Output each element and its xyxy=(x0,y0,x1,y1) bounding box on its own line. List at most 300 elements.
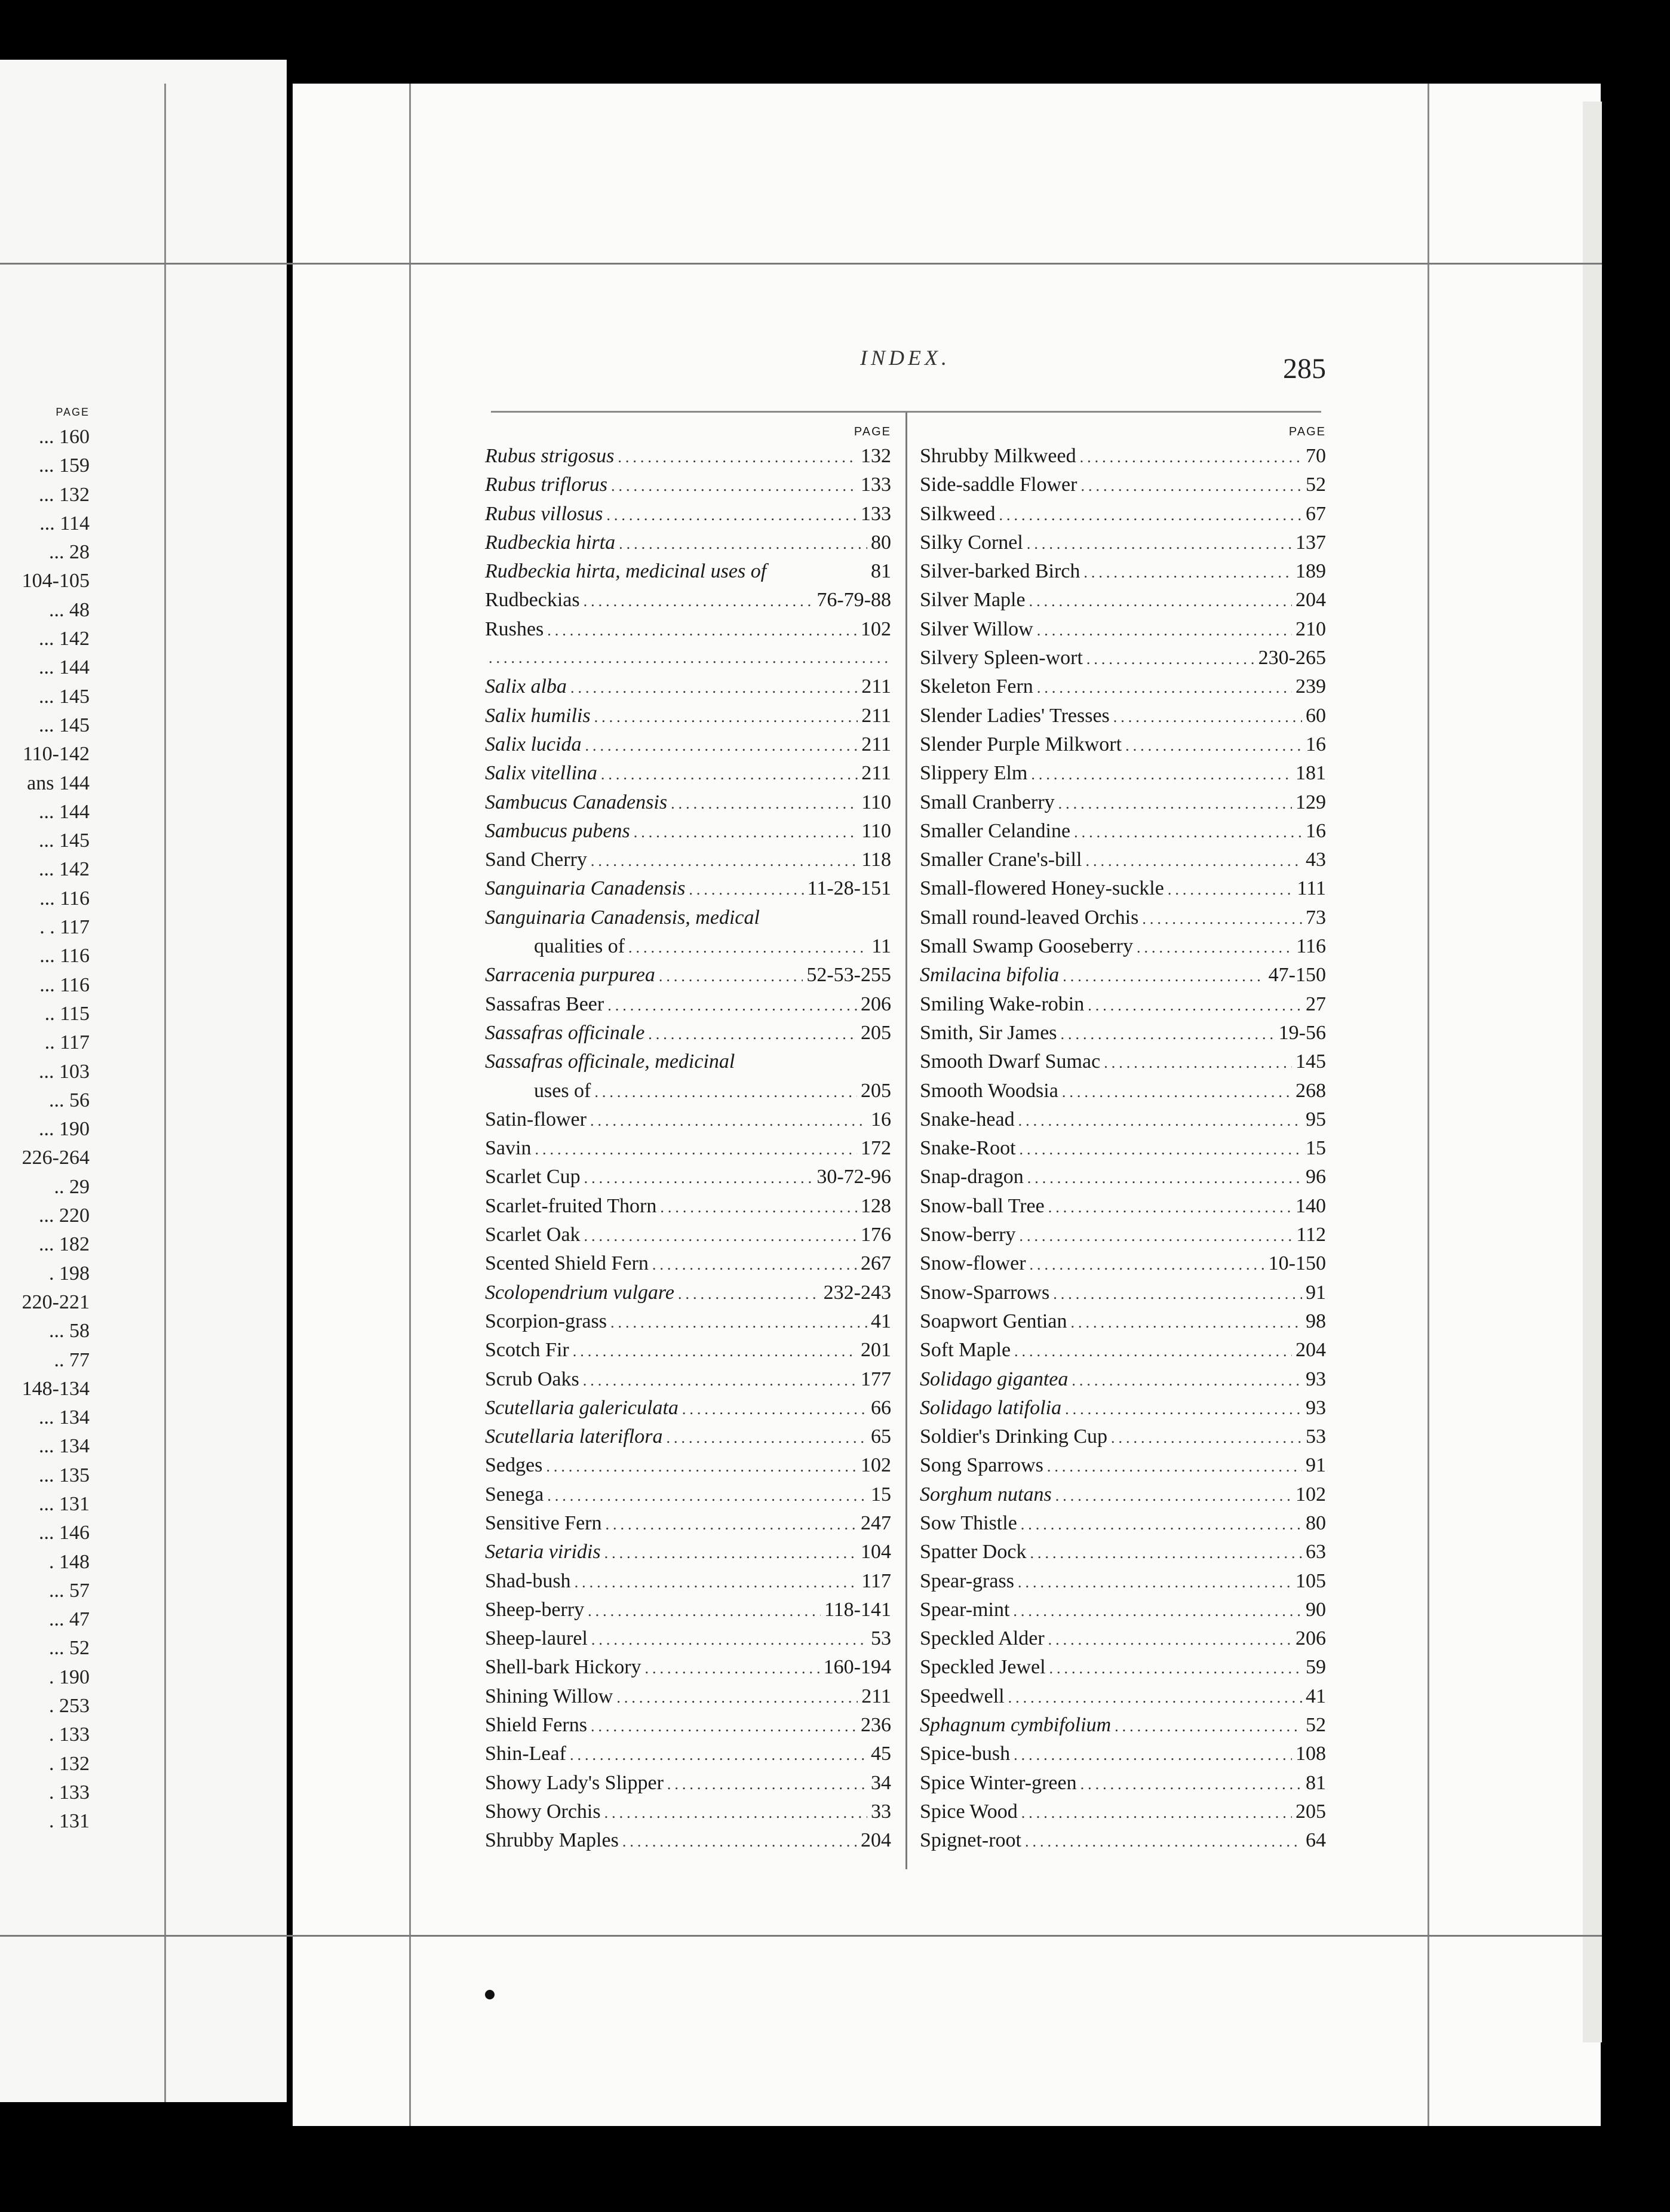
margin-line-outer xyxy=(1428,84,1429,2126)
entry-name: Skeleton Fern xyxy=(920,675,1033,698)
index-entry xyxy=(920,1480,1326,1509)
leader-dots xyxy=(660,1193,857,1222)
entry-page: 211 xyxy=(861,704,891,727)
entry-page: 98 xyxy=(1306,1310,1326,1332)
leader-dots xyxy=(585,732,858,760)
left-page-entry-fragment: ... 146 xyxy=(39,1522,90,1544)
leader-dots xyxy=(1061,1020,1275,1049)
leader-dots xyxy=(594,1078,857,1107)
index-entry xyxy=(485,1279,891,1307)
leader-dots xyxy=(1021,1510,1302,1539)
index-entry xyxy=(920,1596,1326,1624)
leader-dots xyxy=(610,1308,867,1337)
leader-dots xyxy=(1104,1049,1292,1077)
leader-dots xyxy=(618,443,857,472)
entry-name: Spice-bush xyxy=(920,1743,1011,1765)
leader-dots xyxy=(1030,1539,1302,1568)
column-page-label: PAGE xyxy=(854,425,891,438)
index-entry xyxy=(920,904,1326,932)
leader-dots xyxy=(1074,818,1302,847)
index-entry xyxy=(920,1423,1326,1451)
entry-page: 205 xyxy=(861,1079,891,1102)
leader-dots xyxy=(1113,703,1302,732)
entry-page: 110 xyxy=(861,791,891,813)
entry-page: 52 xyxy=(1306,474,1326,496)
leader-dots xyxy=(547,1482,867,1510)
index-entry xyxy=(485,644,891,672)
entry-page: 112 xyxy=(1296,1224,1326,1246)
leader-dots xyxy=(1111,1424,1302,1452)
index-entry xyxy=(485,788,891,817)
leader-dots xyxy=(1018,1568,1292,1597)
entry-name: Snap-dragon xyxy=(920,1166,1024,1188)
entry-name: Snake-head xyxy=(920,1108,1015,1130)
entry-name: uses of xyxy=(534,1079,591,1102)
left-page-entry-fragment: ... 220 xyxy=(39,1205,90,1227)
entry-name: Rudbeckia hirta xyxy=(485,531,616,554)
entry-name: Silky Cornel xyxy=(920,531,1023,554)
entry-name: Smilacina bifolia xyxy=(920,964,1060,987)
entry-name: Rudbeckia hirta, medicinal uses of xyxy=(485,560,767,583)
left-page-entry-fragment: ... 135 xyxy=(39,1464,90,1486)
leader-dots xyxy=(594,703,858,732)
leader-dots xyxy=(591,1712,857,1741)
leader-dots xyxy=(611,472,857,500)
index-entry xyxy=(485,1192,891,1221)
entry-name: Rubus villosus xyxy=(485,502,603,525)
leader-dots xyxy=(1088,991,1302,1020)
index-entry xyxy=(920,961,1326,990)
entry-name: Snow-berry xyxy=(920,1224,1016,1246)
leader-dots xyxy=(1168,875,1294,904)
left-page-entry-fragment: . 132 xyxy=(49,1752,90,1775)
entry-page: 91 xyxy=(1306,1454,1326,1477)
entry-page: 204 xyxy=(861,1829,891,1852)
entry-name: Shrubby Maples xyxy=(485,1829,619,1852)
entry-page: 189 xyxy=(1296,560,1326,583)
leader-dots xyxy=(601,760,858,789)
left-page-entry-fragment: ... 142 xyxy=(39,628,90,650)
page-edge xyxy=(1583,102,1602,2042)
entry-name: Scutellaria lateriflora xyxy=(485,1425,663,1448)
entry-name: Smooth Dwarf Sumac xyxy=(920,1050,1101,1073)
entry-name: Scolopendrium vulgare xyxy=(485,1281,674,1304)
leader-dots xyxy=(1025,1827,1302,1856)
entry-page: 33 xyxy=(871,1800,891,1823)
entry-name: Small Swamp Gooseberry xyxy=(920,935,1133,958)
index-entry xyxy=(920,846,1326,874)
entry-page: 205 xyxy=(861,1021,891,1044)
entry-name: Small round-leaved Orchis xyxy=(920,906,1139,929)
left-page-entry-fragment: . 131 xyxy=(49,1810,90,1833)
entry-page: 96 xyxy=(1306,1166,1326,1188)
index-entry xyxy=(920,1105,1326,1134)
index-entry xyxy=(485,1451,891,1480)
entry-page: 176 xyxy=(861,1224,891,1246)
index-entry xyxy=(920,1624,1326,1653)
entry-page: 267 xyxy=(861,1252,891,1275)
left-page-index-fragments xyxy=(0,406,90,1836)
entry-name: Shell-bark Hickory xyxy=(485,1656,641,1679)
entry-name: Slender Ladies' Tresses xyxy=(920,704,1110,727)
index-entry xyxy=(485,759,891,788)
entry-page: 16 xyxy=(1306,733,1326,755)
entry-name: Scented Shield Fern xyxy=(485,1252,649,1275)
entry-page: 211 xyxy=(861,675,891,698)
index-entry xyxy=(485,1538,891,1566)
entry-page: 211 xyxy=(861,733,891,755)
left-page-entry-fragment: 226-264 xyxy=(22,1147,90,1169)
left-page-entry-fragment: . 133 xyxy=(49,1781,90,1804)
leader-dots xyxy=(1115,1712,1302,1741)
entry-page: 239 xyxy=(1296,675,1326,698)
entry-name: Shrubby Milkweed xyxy=(920,445,1076,467)
leader-dots xyxy=(648,1020,857,1049)
index-entry xyxy=(920,1192,1326,1221)
entry-name: Sassafras officinale xyxy=(485,1021,645,1044)
footer-rule xyxy=(0,1935,1602,1937)
leader-dots xyxy=(1055,1482,1292,1510)
index-entry xyxy=(920,817,1326,846)
index-entry xyxy=(485,1653,891,1682)
entry-page: 133 xyxy=(861,474,891,496)
page-number: 285 xyxy=(1283,353,1326,385)
entry-name: Scarlet-fruited Thorn xyxy=(485,1194,657,1217)
index-entry xyxy=(920,672,1326,701)
index-entry xyxy=(485,1740,891,1768)
entry-name: Soldier's Drinking Cup xyxy=(920,1425,1108,1448)
index-entry xyxy=(485,442,891,471)
index-entry xyxy=(920,874,1326,903)
left-page-entry-fragment: 110-142 xyxy=(22,743,90,766)
entry-page: 70 xyxy=(1306,445,1326,467)
leader-dots xyxy=(573,1337,857,1366)
left-page-entry-fragment: ... 116 xyxy=(39,945,90,967)
index-entry xyxy=(920,990,1326,1019)
index-entry xyxy=(485,1394,891,1423)
left-page-entry-fragment: ... 144 xyxy=(39,800,90,823)
entry-name: Sedges xyxy=(485,1454,543,1477)
index-entry xyxy=(485,1249,891,1278)
entry-page: 201 xyxy=(861,1339,891,1362)
entry-name: Showy Orchis xyxy=(485,1800,601,1823)
entry-page: 52-53-255 xyxy=(806,964,891,987)
index-entry xyxy=(485,874,891,903)
entry-page: 105 xyxy=(1296,1569,1326,1592)
leader-dots xyxy=(1048,1626,1292,1654)
left-page-entry-fragment: ... 57 xyxy=(49,1579,90,1602)
entry-name: Silvery Spleen-wort xyxy=(920,647,1083,669)
leader-dots xyxy=(1070,1308,1302,1337)
entry-page: 236 xyxy=(861,1714,891,1737)
leader-dots xyxy=(1142,905,1302,933)
index-entry xyxy=(920,1077,1326,1105)
entry-page: 133 xyxy=(861,502,891,525)
entry-page: 117 xyxy=(861,1569,891,1592)
entry-page: 211 xyxy=(861,1685,891,1707)
leader-dots xyxy=(619,530,867,558)
entry-name: Satin-flower xyxy=(485,1108,587,1130)
index-entry xyxy=(485,500,891,529)
left-page-entry-fragment: . 148 xyxy=(49,1550,90,1573)
entry-name: Silver-barked Birch xyxy=(920,560,1080,583)
index-entry xyxy=(920,1019,1326,1047)
index-entry xyxy=(920,471,1326,499)
index-entry xyxy=(920,1221,1326,1249)
entry-name: Scarlet Cup xyxy=(485,1166,581,1188)
leader-dots xyxy=(1018,1107,1302,1135)
entry-name: Shining Willow xyxy=(485,1685,613,1707)
index-entry xyxy=(920,1798,1326,1826)
index-entry xyxy=(485,471,891,499)
entry-page: 59 xyxy=(1306,1656,1326,1679)
leader-dots xyxy=(547,616,857,645)
index-entry xyxy=(485,1105,891,1134)
leader-dots xyxy=(622,1827,857,1856)
index-entry xyxy=(485,672,891,701)
left-page-entry-fragment: ... 56 xyxy=(49,1089,90,1111)
index-entry xyxy=(485,1480,891,1509)
entry-name: Soft Maple xyxy=(920,1339,1011,1362)
entry-name: Song Sparrows xyxy=(920,1454,1043,1477)
entry-name: Showy Lady's Slipper xyxy=(485,1771,664,1794)
entry-page: 10-150 xyxy=(1268,1252,1326,1275)
leader-dots xyxy=(1030,1251,1265,1279)
leader-dots xyxy=(1125,732,1302,760)
leader-dots xyxy=(1014,1741,1292,1769)
left-page-entry-fragment: ... 145 xyxy=(39,830,90,852)
left-page-entry-fragment: ... 116 xyxy=(39,973,90,996)
leader-dots xyxy=(604,1539,857,1568)
entry-page: 47-150 xyxy=(1268,964,1326,987)
entry-page: 110 xyxy=(861,819,891,842)
index-entry xyxy=(485,1567,891,1596)
entry-name: Solidago gigantea xyxy=(920,1368,1069,1390)
leader-dots xyxy=(1072,1366,1302,1395)
left-page-entry-fragment: ... 103 xyxy=(39,1060,90,1083)
leader-dots xyxy=(1008,1683,1302,1712)
entry-name: Smooth Woodsia xyxy=(920,1079,1058,1102)
leader-dots xyxy=(1027,530,1292,558)
entry-name: Senega xyxy=(485,1483,544,1506)
entry-page: 204 xyxy=(1296,1339,1326,1362)
leader-dots xyxy=(667,1770,867,1799)
entry-page: 129 xyxy=(1296,791,1326,813)
left-page-entry-fragment: 220-221 xyxy=(22,1291,90,1313)
leader-dots xyxy=(1137,933,1293,962)
left-page-entry-fragment: 104-105 xyxy=(22,570,90,592)
entry-page: 15 xyxy=(871,1483,891,1506)
entry-name: Spignet-root xyxy=(920,1829,1021,1852)
left-page-entry-fragment: . 198 xyxy=(49,1262,90,1285)
entry-page: 76-79-88 xyxy=(816,589,891,612)
index-entry xyxy=(920,1682,1326,1711)
entry-name: Solidago latifolia xyxy=(920,1396,1062,1419)
left-page-label: PAGE xyxy=(56,406,90,418)
index-entry xyxy=(920,1336,1326,1365)
entry-page: 16 xyxy=(871,1108,891,1130)
entry-page: 41 xyxy=(1306,1685,1326,1707)
entry-name: Scrub Oaks xyxy=(485,1368,579,1390)
leader-dots xyxy=(616,1683,858,1712)
index-entry xyxy=(485,1134,891,1163)
left-page-entry-fragment: ... 132 xyxy=(39,483,90,506)
left-page-entry-fragment: ... 134 xyxy=(39,1406,90,1429)
index-entry xyxy=(920,1653,1326,1682)
index-entry xyxy=(920,586,1326,615)
leader-dots xyxy=(591,1626,867,1654)
entry-name: Smaller Celandine xyxy=(920,819,1071,842)
index-entry xyxy=(920,1394,1326,1423)
entry-name: Salix alba xyxy=(485,675,567,698)
entry-page: 232-243 xyxy=(823,1281,891,1304)
entry-page: 52 xyxy=(1306,1714,1326,1737)
leader-dots xyxy=(1085,847,1302,875)
leader-dots xyxy=(546,1452,857,1481)
entry-page: 53 xyxy=(1306,1425,1326,1448)
entry-page: 211 xyxy=(861,762,891,785)
entry-page: 181 xyxy=(1296,762,1326,785)
running-head: INDEX. xyxy=(860,346,950,370)
index-entry xyxy=(920,1538,1326,1566)
ink-dot xyxy=(485,1990,495,1999)
index-entry xyxy=(920,442,1326,471)
leader-dots xyxy=(584,1164,813,1193)
margin-line-inner xyxy=(409,84,411,2126)
entry-name: Snake-Root xyxy=(920,1137,1016,1160)
left-page-entry-fragment: ... 114 xyxy=(39,512,90,534)
entry-name: Silver Willow xyxy=(920,617,1033,640)
index-entry xyxy=(920,1163,1326,1191)
entry-page: 34 xyxy=(871,1771,891,1794)
entry-name: Sphagnum cymbifolium xyxy=(920,1714,1112,1737)
entry-page: 60 xyxy=(1306,704,1326,727)
index-entry xyxy=(920,1451,1326,1480)
leader-dots xyxy=(634,818,858,847)
index-entry xyxy=(485,817,891,846)
index-entry xyxy=(920,932,1326,961)
entry-page: 11-28-151 xyxy=(807,877,891,900)
index-entry xyxy=(485,1365,891,1394)
left-page-entry-fragment: . 133 xyxy=(49,1723,90,1746)
entry-name: Sorghum nutans xyxy=(920,1483,1052,1506)
entry-page: 81 xyxy=(871,560,891,583)
entry-page: 210 xyxy=(1296,617,1326,640)
entry-name: Scorpion-grass xyxy=(485,1310,607,1332)
entry-page: 90 xyxy=(1306,1598,1326,1621)
leader-dots xyxy=(1086,645,1255,674)
entry-page: 41 xyxy=(871,1310,891,1332)
index-entry xyxy=(920,1567,1326,1596)
index-entry xyxy=(920,1307,1326,1336)
entry-name: Setaria viridis xyxy=(485,1541,601,1563)
entry-page: 268 xyxy=(1296,1079,1326,1102)
entry-page: 145 xyxy=(1296,1050,1326,1073)
margin-line-left-page xyxy=(164,84,166,2102)
leader-dots xyxy=(606,501,857,530)
leader-dots xyxy=(570,674,858,702)
index-column-left xyxy=(485,425,891,1855)
leader-dots xyxy=(999,501,1302,530)
column-page-label: PAGE xyxy=(1288,425,1326,438)
index-entry xyxy=(920,759,1326,788)
entry-page: 63 xyxy=(1306,1541,1326,1563)
index-entry xyxy=(920,500,1326,529)
entry-page: 177 xyxy=(861,1368,891,1390)
entry-name: Sensitive Fern xyxy=(485,1511,602,1534)
entry-name: Soapwort Gentian xyxy=(920,1310,1067,1332)
index-entry xyxy=(485,1307,891,1336)
index-entry xyxy=(485,529,891,557)
entry-name: Speedwell xyxy=(920,1685,1005,1707)
entry-name: Slippery Elm xyxy=(920,762,1028,785)
entry-page: 206 xyxy=(1296,1627,1326,1650)
entry-page: 43 xyxy=(1306,849,1326,871)
leader-dots xyxy=(689,875,803,904)
index-entry xyxy=(920,730,1326,759)
leader-dots xyxy=(645,1654,820,1683)
entry-page: 137 xyxy=(1296,531,1326,554)
leader-dots xyxy=(570,1741,867,1769)
entry-page: 91 xyxy=(1306,1281,1326,1304)
entry-page: 45 xyxy=(871,1743,891,1765)
index-entry xyxy=(485,1798,891,1826)
entry-page: 132 xyxy=(861,445,891,467)
leader-dots xyxy=(1065,1395,1302,1424)
entry-name: Silkweed xyxy=(920,502,996,525)
index-entry xyxy=(485,1769,891,1798)
leader-dots xyxy=(604,1799,867,1827)
leader-dots xyxy=(1083,558,1292,587)
leader-dots xyxy=(1020,1222,1293,1251)
index-entry xyxy=(485,586,891,615)
leader-dots xyxy=(1080,472,1302,500)
entry-name: Sambucus pubens xyxy=(485,819,630,842)
left-page-entry-fragment: ... 116 xyxy=(39,887,90,910)
entry-page: 230-265 xyxy=(1258,647,1326,669)
entry-name: Sanguinaria Canadensis xyxy=(485,877,686,900)
entry-name: Speckled Jewel xyxy=(920,1656,1046,1679)
entry-name: Slender Purple Milkwort xyxy=(920,733,1122,755)
index-entry xyxy=(485,1163,891,1191)
left-page-entry-fragment: .. 77 xyxy=(54,1348,90,1371)
leader-dots xyxy=(1047,1452,1302,1481)
entry-page: 205 xyxy=(1296,1800,1326,1823)
index-entry xyxy=(485,1596,891,1624)
leader-dots xyxy=(584,587,813,616)
index-entry xyxy=(485,1019,891,1047)
index-entry xyxy=(485,1047,891,1076)
left-page-entry-fragment: ... 131 xyxy=(39,1492,90,1515)
entry-page: 108 xyxy=(1296,1743,1326,1765)
entry-name: Spear-grass xyxy=(920,1569,1014,1592)
leader-dots xyxy=(1048,1193,1292,1222)
entry-page: 30-72-96 xyxy=(816,1166,891,1188)
entry-name: qualities of xyxy=(534,935,625,958)
left-page-entry-fragment: ... 28 xyxy=(49,541,90,564)
index-entry xyxy=(920,702,1326,730)
leader-dots xyxy=(1063,962,1264,991)
left-page-entry-fragment: . . 117 xyxy=(39,916,90,939)
left-page-entry-fragment: 148-134 xyxy=(22,1377,90,1400)
entry-page: 102 xyxy=(1296,1483,1326,1506)
entry-page: 81 xyxy=(1306,1771,1326,1794)
leader-dots xyxy=(1053,1280,1302,1308)
leader-dots xyxy=(1013,1597,1302,1626)
entry-name: Sambucus Canadensis xyxy=(485,791,668,813)
left-page-entry-fragment: ... 52 xyxy=(49,1637,90,1660)
left-page-entry-fragment: ... 58 xyxy=(49,1320,90,1342)
